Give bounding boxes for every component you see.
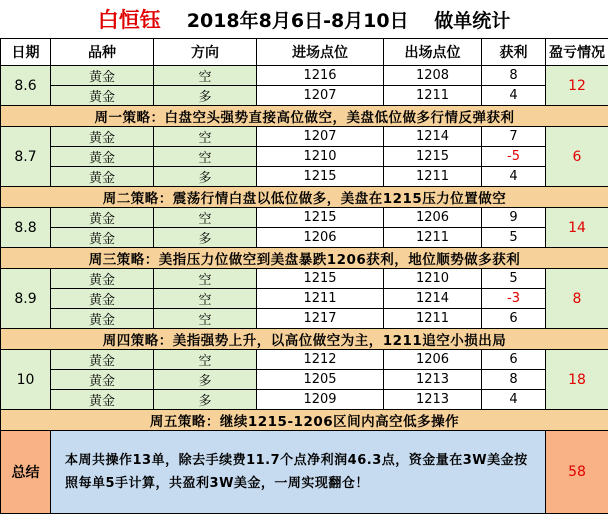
profit-cell-loss: -3 <box>482 289 546 309</box>
profit-cell: 9 <box>482 208 546 228</box>
product-cell: 黄金 <box>51 208 154 228</box>
table-row <box>1 289 608 309</box>
table-row <box>1 269 608 289</box>
profit-cell: 5 <box>482 228 546 248</box>
direction-cell: 空 <box>154 309 257 329</box>
profit-cell: 4 <box>482 390 546 410</box>
col-header-profit: 获利 <box>482 39 546 66</box>
strategy-row <box>1 187 608 208</box>
report-period: 2018年8月6日-8月10日 做单统计 <box>187 6 510 33</box>
product-cell: 黄金 <box>51 167 154 187</box>
product-cell: 黄金 <box>51 269 154 289</box>
header-row <box>1 39 608 66</box>
date-cell: 10 <box>1 350 51 410</box>
col-header-product: 品种 <box>51 39 154 66</box>
exit-cell: 1208 <box>384 66 482 86</box>
entry-cell: 1215 <box>257 167 384 187</box>
entry-cell: 1217 <box>257 309 384 329</box>
entry-cell: 1210 <box>257 147 384 167</box>
product-cell: 黄金 <box>51 228 154 248</box>
pl-cell: 12 <box>546 66 608 106</box>
table-row <box>1 350 608 370</box>
table-row <box>1 208 608 228</box>
pl-cell: 6 <box>546 127 608 187</box>
entry-cell: 1216 <box>257 66 384 86</box>
product-cell: 黄金 <box>51 370 154 390</box>
col-header-direction: 方向 <box>154 39 257 66</box>
summary-label: 总结 <box>1 431 51 514</box>
exit-cell: 1215 <box>384 147 482 167</box>
col-header-exit: 出场点位 <box>384 39 482 66</box>
exit-cell: 1211 <box>384 167 482 187</box>
profit-cell: 5 <box>482 269 546 289</box>
strategy-row <box>1 410 608 431</box>
direction-cell: 空 <box>154 269 257 289</box>
table-row <box>1 370 608 390</box>
entry-cell: 1207 <box>257 86 384 106</box>
entry-cell: 1215 <box>257 208 384 228</box>
exit-cell: 1206 <box>384 350 482 370</box>
col-header-date: 日期 <box>1 39 51 66</box>
pl-cell: 18 <box>546 350 608 410</box>
strategy-row <box>1 248 608 269</box>
product-cell: 黄金 <box>51 127 154 147</box>
exit-cell: 1211 <box>384 309 482 329</box>
direction-cell: 多 <box>154 390 257 410</box>
profit-cell: 6 <box>482 309 546 329</box>
profit-cell: 4 <box>482 167 546 187</box>
report-title <box>0 0 608 38</box>
table-row <box>1 86 608 106</box>
exit-cell: 1213 <box>384 390 482 410</box>
table-row <box>1 309 608 329</box>
exit-cell: 1211 <box>384 228 482 248</box>
trade-table <box>0 38 608 514</box>
summary-text: 本周共操作13单，除去手续费11.7个点净利润46.3点，资金量在3W美金按照每单5手计算，共盈利3W美金，一周实现翻仓！ <box>51 431 546 514</box>
strategy-text: 周三策略：美指压力位做空到美盘暴跌1206获利，地位顺势做多获利 <box>1 248 608 269</box>
strategy-text: 周五策略：继续1215-1206区间内高空低多操作 <box>1 410 608 431</box>
table-row <box>1 127 608 147</box>
entry-cell: 1215 <box>257 269 384 289</box>
direction-cell: 空 <box>154 289 257 309</box>
table-row <box>1 66 608 86</box>
profit-cell: 8 <box>482 370 546 390</box>
entry-cell: 1207 <box>257 127 384 147</box>
direction-cell: 空 <box>154 127 257 147</box>
direction-cell: 多 <box>154 370 257 390</box>
strategy-text: 周二策略：震荡行情白盘以低位做多，美盘在1215压力位置做空 <box>1 187 608 208</box>
exit-cell: 1210 <box>384 269 482 289</box>
exit-cell: 1206 <box>384 208 482 228</box>
date-cell: 8.9 <box>1 269 51 329</box>
table-row <box>1 147 608 167</box>
product-cell: 黄金 <box>51 309 154 329</box>
entry-cell: 1211 <box>257 289 384 309</box>
entry-cell: 1206 <box>257 228 384 248</box>
profit-cell: 4 <box>482 86 546 106</box>
strategy-text: 周一策略：白盘空头强势直接高位做空，美盘低位做多行情反弹获利 <box>1 106 608 127</box>
summary-row <box>1 431 608 514</box>
direction-cell: 多 <box>154 167 257 187</box>
product-cell: 黄金 <box>51 289 154 309</box>
table-row <box>1 228 608 248</box>
exit-cell: 1213 <box>384 370 482 390</box>
profit-cell: 7 <box>482 127 546 147</box>
profit-cell: 6 <box>482 350 546 370</box>
summary-total: 58 <box>546 431 608 514</box>
strategy-text: 周四策略：美指强势上升，以高位做空为主，1211追空小损出局 <box>1 329 608 350</box>
entry-cell: 1205 <box>257 370 384 390</box>
product-cell: 黄金 <box>51 147 154 167</box>
exit-cell: 1214 <box>384 127 482 147</box>
strategy-row <box>1 106 608 127</box>
exit-cell: 1211 <box>384 86 482 106</box>
direction-cell: 空 <box>154 147 257 167</box>
profit-cell-loss: -5 <box>482 147 546 167</box>
direction-cell: 多 <box>154 228 257 248</box>
entry-cell: 1209 <box>257 390 384 410</box>
exit-cell: 1214 <box>384 289 482 309</box>
table-row <box>1 390 608 410</box>
direction-cell: 空 <box>154 66 257 86</box>
brand-name: 白恒钰 <box>98 4 161 34</box>
strategy-row <box>1 329 608 350</box>
pl-cell: 8 <box>546 269 608 329</box>
product-cell: 黄金 <box>51 390 154 410</box>
pl-cell: 14 <box>546 208 608 248</box>
col-header-pl: 盈亏情况 <box>546 39 608 66</box>
table-row <box>1 167 608 187</box>
entry-cell: 1212 <box>257 350 384 370</box>
product-cell: 黄金 <box>51 350 154 370</box>
date-cell: 8.7 <box>1 127 51 187</box>
product-cell: 黄金 <box>51 66 154 86</box>
product-cell: 黄金 <box>51 86 154 106</box>
profit-cell: 8 <box>482 66 546 86</box>
col-header-entry: 进场点位 <box>257 39 384 66</box>
date-cell: 8.6 <box>1 66 51 106</box>
direction-cell: 多 <box>154 86 257 106</box>
direction-cell: 空 <box>154 208 257 228</box>
direction-cell: 空 <box>154 350 257 370</box>
date-cell: 8.8 <box>1 208 51 248</box>
